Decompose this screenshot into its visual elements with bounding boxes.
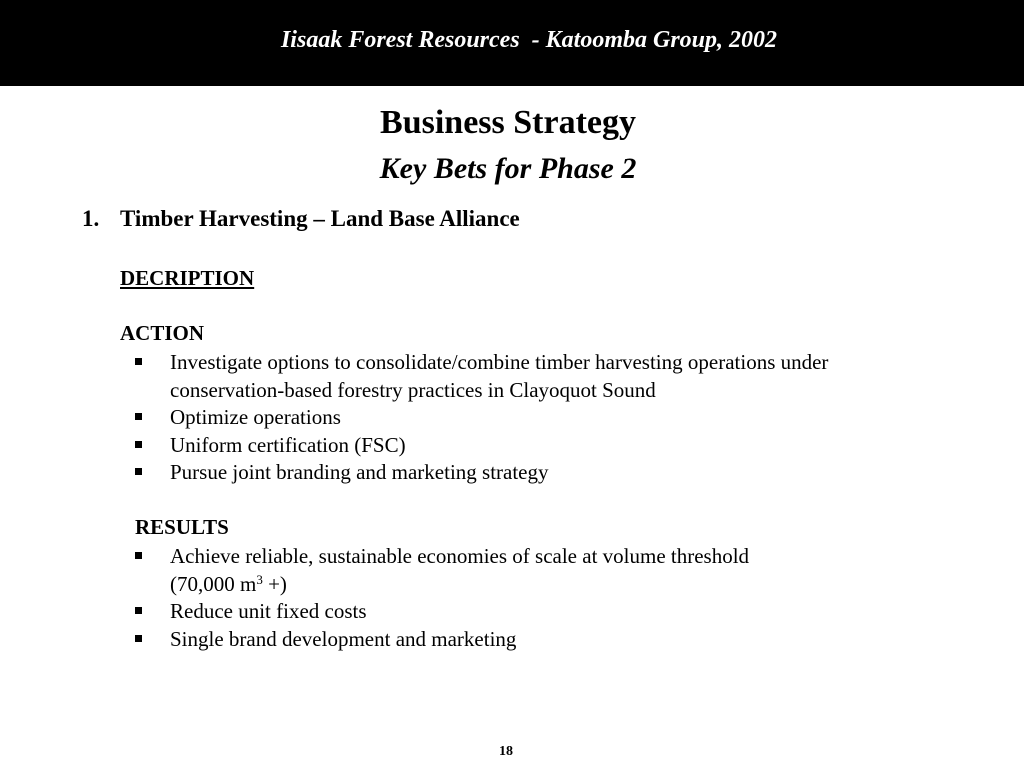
square-bullet-icon — [135, 552, 142, 559]
results-item-line1: Achieve reliable, sustainable economies of scale at volume threshold — [170, 544, 750, 568]
list-item — [135, 598, 935, 626]
description-heading: DECRIPTION — [120, 266, 255, 290]
results-item-text: Single brand development and marketing — [170, 626, 517, 651]
list-item — [135, 404, 915, 432]
action-item-text: Pursue joint branding and marketing strategy — [170, 460, 549, 484]
results-item-line2-prefix: (70,000 m — [170, 571, 257, 596]
results-item-text: Reduce unit fixed costs — [170, 599, 367, 623]
slide-subtitle: Key Bets for Phase 2 — [379, 152, 637, 185]
superscript-three: 3 — [256, 571, 263, 587]
action-heading: ACTION — [120, 321, 205, 345]
square-bullet-icon — [135, 413, 142, 420]
list-item — [135, 543, 935, 598]
header-bar — [0, 0, 1024, 86]
square-bullet-icon — [135, 358, 142, 365]
action-item-text: Uniform certification (FSC) — [170, 432, 406, 457]
results-item-line2-suffix: +) — [262, 571, 287, 596]
list-item — [135, 349, 915, 404]
action-item-text: Investigate options to consolidate/combine timber harvesting operations under conservation-based forestry practices in Clayoquot Sound — [170, 350, 829, 402]
list-item — [135, 432, 915, 460]
slide-title: Business Strategy — [380, 104, 636, 141]
section-number: 1. — [82, 206, 100, 231]
action-item-text: Optimize operations — [170, 405, 341, 429]
square-bullet-icon — [135, 468, 142, 475]
section-title: Timber Harvesting – Land Base Alliance — [120, 206, 520, 231]
square-bullet-icon — [135, 635, 142, 642]
square-bullet-icon — [135, 441, 142, 448]
list-item — [135, 626, 935, 654]
square-bullet-icon — [135, 607, 142, 614]
action-list — [135, 349, 915, 487]
results-list — [135, 543, 935, 653]
results-heading: RESULTS — [135, 515, 229, 539]
page-number: 18 — [499, 744, 513, 759]
header-text: Iisaak Forest Resources - Katoomba Group, 2002 — [280, 27, 778, 53]
list-item — [135, 459, 915, 487]
